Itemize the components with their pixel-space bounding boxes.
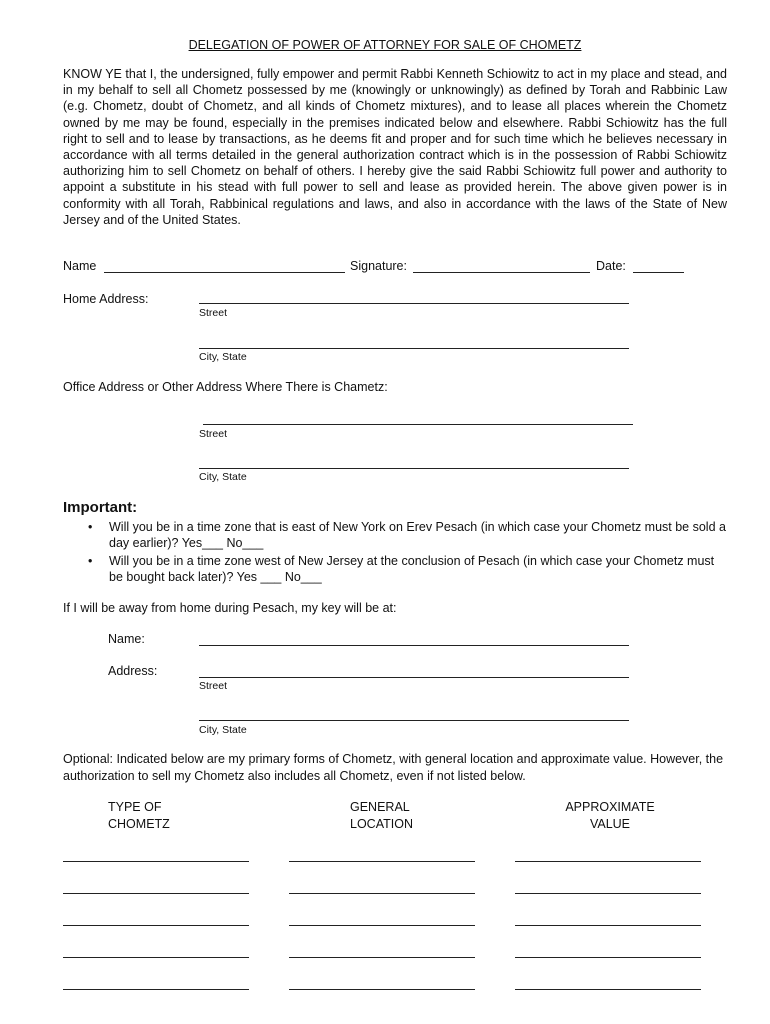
col-header-location	[350, 799, 413, 833]
value-field[interactable]	[515, 957, 701, 958]
key-city-field[interactable]	[199, 720, 629, 721]
list-item	[63, 519, 727, 551]
value-field[interactable]	[515, 893, 701, 894]
value-field[interactable]	[515, 989, 701, 990]
office-city-field[interactable]	[199, 468, 629, 469]
location-field[interactable]	[289, 893, 475, 894]
office-street-caption: Street	[199, 428, 228, 440]
bullet-icon: •	[88, 520, 93, 534]
date-field[interactable]	[633, 272, 684, 273]
key-address-label: Address:	[108, 664, 158, 678]
key-street-field[interactable]	[199, 677, 629, 678]
key-street-caption: Street	[199, 680, 228, 692]
office-city-caption: City, State	[199, 471, 247, 483]
home-city-caption: City, State	[199, 351, 247, 363]
type-field[interactable]	[63, 925, 249, 926]
home-address-label: Home Address:	[63, 292, 149, 306]
timezone-east-question: Will you be in a time zone that is east of New York on Erev Pesach (in which case your Chometz must be sold a day earlier)? Yes___ No___	[109, 520, 726, 550]
col-header-value-line2: VALUE	[589, 817, 631, 831]
signature-field[interactable]	[413, 272, 590, 273]
location-field[interactable]	[289, 861, 475, 862]
document-title: DELEGATION OF POWER OF ATTORNEY FOR SALE OF CHOMETZ	[188, 38, 582, 52]
key-city-caption: City, State	[199, 724, 247, 736]
col-header-value-line1: APPROXIMATE	[565, 800, 655, 814]
important-list	[63, 519, 727, 587]
col-header-type-line2: CHOMETZ	[108, 817, 170, 831]
col-header-location-line1: GENERAL	[350, 800, 410, 814]
col-header-type-line1: TYPE OF	[108, 800, 162, 814]
col-header-type	[108, 799, 170, 833]
type-field[interactable]	[63, 957, 249, 958]
important-heading: Important:	[63, 499, 138, 516]
key-name-label: Name:	[108, 632, 145, 646]
key-location-intro: If I will be away from home during Pesach, my key will be at:	[63, 601, 397, 615]
col-header-location-line2: LOCATION	[350, 817, 413, 831]
col-header-value	[561, 799, 659, 833]
location-field[interactable]	[289, 957, 475, 958]
signature-label: Signature:	[350, 259, 407, 273]
home-street-field[interactable]	[199, 303, 629, 304]
type-field[interactable]	[63, 861, 249, 862]
home-city-field[interactable]	[199, 348, 629, 349]
value-field[interactable]	[515, 925, 701, 926]
type-field[interactable]	[63, 989, 249, 990]
office-street-field[interactable]	[203, 424, 633, 425]
value-field[interactable]	[515, 861, 701, 862]
office-address-label: Office Address or Other Address Where There is Chametz:	[63, 380, 388, 394]
timezone-west-question: Will you be in a time zone west of New Jersey at the conclusion of Pesach (in which case your Chometz must be bought back later)? Yes ___ No___	[109, 554, 715, 584]
name-field[interactable]	[104, 272, 345, 273]
bullet-icon: •	[88, 554, 93, 568]
home-street-caption: Street	[199, 307, 228, 319]
date-label: Date:	[596, 259, 626, 273]
type-field[interactable]	[63, 893, 249, 894]
authorization-paragraph: KNOW YE that I, the undersigned, fully empower and permit Rabbi Kenneth Schiowitz to act in my place and stead, and in my behalf to sell all Chometz possessed by me (knowingly or unknowingly) as defined by Torah and Rabbinic Law (e.g. Chometz, doubt of Chometz, and all kinds of Chometz mixtures), and to lease all places wherein the Chometz owned by me may be found, especially in the premises indicated below and elsewhere. Rabbi Schiowitz has the full right to sell and to lease by transactions, as he deems fit and proper and for such time which he believes necessary in accordance with all terms detailed in the general authorization contract which is in the possession of Rabbi Schiowitz authorizing him to sell Chometz on behalf of others. I hereby give the said Rabbi Schiowitz full power and authority to appoint a substitute in his stead with full power to sell and lease as provided herein. The above given power is in conformity with all Torah, Rabbinical regulations and laws, and also in accordance with the laws of the State of New Jersey and of the United States.	[63, 67, 727, 227]
location-field[interactable]	[289, 925, 475, 926]
key-name-field[interactable]	[199, 645, 629, 646]
list-item	[63, 553, 727, 585]
optional-note: Optional: Indicated below are my primary forms of Chometz, with general location and approximate value. However, the authorization to sell my Chometz also includes all Chometz, even if not listed below.	[63, 752, 724, 783]
name-label: Name	[63, 259, 97, 273]
location-field[interactable]	[289, 989, 475, 990]
